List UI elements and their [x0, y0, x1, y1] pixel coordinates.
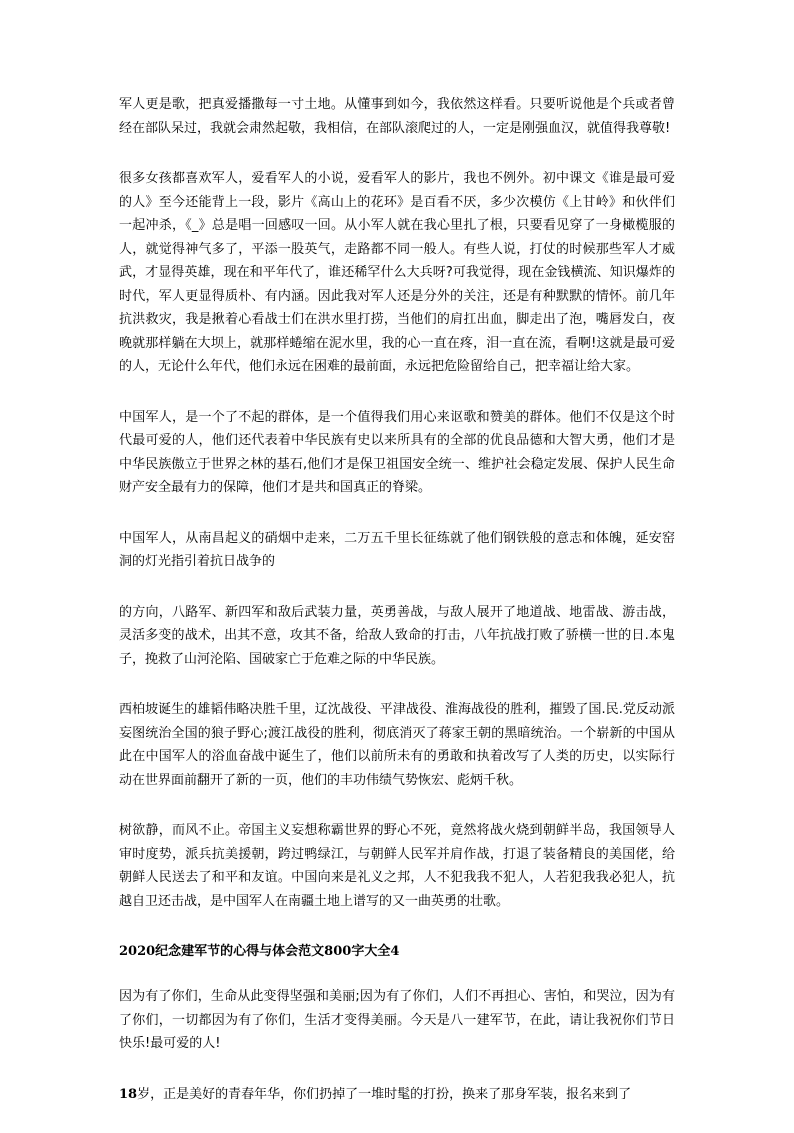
- paragraph-6: 西柏坡诞生的雄韬伟略决胜千里，辽沈战役、平津战役、淮海战役的胜利，摧毁了国.民.党反动派妄图统治全国的狼子野心;渡江战役的胜利，彻底消灭了蒋家王朝的黑暗统治。一个崭新的中国从此在中国军人的浴血奋战中诞生了，他们以前所未有的勇敢和执着改写了人类的历史，以实际行动在世界面前翻开了新的一页，他们的丰功伟绩气势恢宏、彪炳千秋。: [119, 702, 675, 788]
- paragraph-4: 中国军人，从南昌起义的硝烟中走来，二万五千里长征练就了他们钢铁般的意志和体魄，延安窑洞的灯光指引着抗日战争的: [119, 530, 675, 569]
- paragraph-number: 18: [119, 1086, 138, 1102]
- paragraph-text: 岁，正是美好的青春年华，你们扔掉了一堆时髦的打扮，换来了那身军装，报名来到了: [137, 1086, 632, 1102]
- paragraph-1: 军人更是歌，把真爱播撒每一寸土地。从懂事到如今，我依然这样看。只要听说他是个兵或者曾经在部队呆过，我就会肃然起敬，我相信，在部队滚爬过的人，一定是刚强血汉，就值得我尊敬!: [119, 97, 675, 136]
- document-page: [119, 93, 675, 1133]
- paragraph-3: 中国军人，是一个了不起的群体，是一个值得我们用心来讴歌和赞美的群体。他们不仅是这个时代最可爱的人，他们还代表着中华民族有史以来所具有的全部的优良品德和大智大勇，他们才是中华民族傲立于世界之林的基石,他们才是保卫祖国安全统一、维护社会稳定发展、保护人民生命财产安全最有力的保障，他们才是共和国真正的脊梁。: [119, 409, 675, 495]
- paragraph-2: 很多女孩都喜欢军人，爱看军人的小说，爱看军人的影片，我也不例外。初中课文《谁是最可爱的人》至今还能背上一段，影片《高山上的花环》是百看不厌，多少次模仿《上甘岭》和伙伴们一起冲杀，《_》总是唱一回感叹一回。从小军人就在我心里扎了根，只要看见穿了一身橄榄服的人，就觉得神气多了，平添一股英气，走路都不同一般人。有些人说，打仗的时候那些军人才威武，才显得英雄，现在和平年代了，谁还稀罕什么大兵呀?可我觉得，现在金钱横流、知识爆炸的时代，军人更显得质朴、有内涵。因此我对军人还是分外的关注，还是有种默默的情怀。前几年抗洪救灾，我是揪着心看战士们在洪水里打捞，当他们的肩扛出血，脚走出了泡，嘴唇发白，夜晚就那样躺在大坝上，就那样蜷缩在泥水里，我的心一直在疼，泪一直在流，看啊!这就是最可爱的人，无论什么年代，他们永远在困难的最前面，永远把危险留给自己，把幸福让给大家。: [119, 171, 675, 374]
- paragraph-9: [119, 1083, 675, 1107]
- paragraph-7: 树欲静，而风不止。帝国主义妄想称霸世界的野心不死，竟然将战火烧到朝鲜半岛，我国领导人审时度势，派兵抗美援朝，跨过鸭绿江，与朝鲜人民军并肩作战，打退了装备精良的美国佬，给朝鲜人民送去了和平和友谊。中国向来是礼义之邦，人不犯我我不犯人，人若犯我我必犯人，抗越自卫还击战，是中国军人在南疆土地上谱写的又一曲英勇的壮歌。: [119, 823, 675, 909]
- paragraph-8: 因为有了你们，生命从此变得坚强和美丽;因为有了你们，人们不再担心、害怕，和哭泣，因为有了你们，一切都因为有了你们，生活才变得美丽。今天是八一建军节，在此，请让我祝你们节日快乐!最可爱的人!: [119, 989, 675, 1051]
- paragraph-5: 的方向，八路军、新四军和敌后武装力量，英勇善战，与敌人展开了地道战、地雷战、游击战，灵活多变的战术，出其不意，攻其不备，给敌人致命的打击，八年抗战打败了骄横一世的日.本鬼子，挽救了山河沦陷、国破家亡于危难之际的中华民族。: [119, 604, 675, 667]
- section-heading: 2020纪念建军节的心得与体会范文800字大全4: [119, 944, 400, 959]
